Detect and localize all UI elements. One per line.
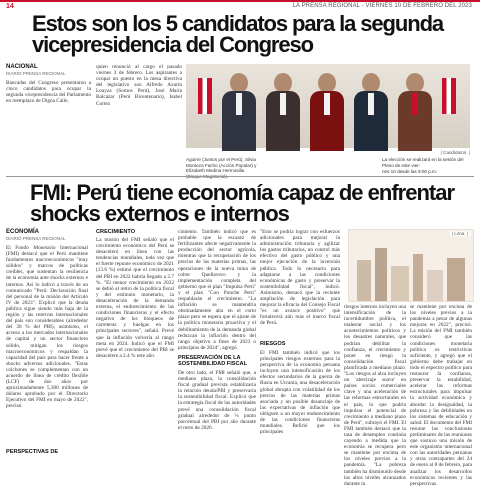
publication-line: LA PRENSA REGIONAL - VIERNES 10 DE FEBRERO DEL 2023: [292, 3, 472, 9]
article2-col1: El Fondo Monetario Internacional (FMI) destacó que el Perú mantiene fundamentos macroeconómicos "muy sólidos" y marcos de políticas creíbles, que sustentan la resiliencia de la economía ante shocks externos e internos. Así lo indicó a través de un comunicado "Perú: Declaración final del personal de la misión del Artículo IV de 2023". Explicó que la deuda pública sigue siendo más baja de la región y las reservas internacionales del país son considerables (alrededor del 30 % del PBI), asimismo, el acceso a los mercados internacionales de capital y un sector financiero sólido, mitigan los riesgos macroeconómicos y respaldan la capacidad del país para hacer frente a shocks adversos adicionales. "Estas colchones se complementan con un acuerdo de línea de crédito flexible (LCF) de dos años por aproximadamente 5,300 millones de dólares aprobado por el Directorio Ejecutivo del FMI en mayo de 2022", precisó.: [6, 245, 88, 410]
subhead-perspectivas: PERSPECTIVAS DE: [6, 449, 59, 455]
section-divider: [6, 176, 474, 177]
chart-credit: | Lima. |: [451, 231, 468, 236]
page-number: 14: [6, 3, 14, 10]
article2-col5: riesgos internos incluyen una intensificación de la incertidumbre política, el malestar social y los acontecimientos políticos y los desastres naturales, que podrían debilitar la confianza, el crecimiento y poner en riesgo la consolidación fiscal planificada a mediano plazo. "Los riesgos al alza incluyen un 'aterrizaje suave' en países socios comerciales clave y una aceleración de las reformas estructurales en el país, lo que podría impulsar el potencial de crecimiento a mediano plazo de Perú", subrayó el FMI. El FMI también destacó que la tasa de desempleo continúa cayendo a medida que la economía se recupera pero se mantiene por encima de los niveles previos a la pandemia. "La pobreza también ha disminuido desde los altos niveles alcanzados durante la: [344, 304, 406, 487]
article2-col4b: El FMI también indicó que los principales riesgos externos para la perspectiva de la economía peruana incluyen una intensificación de los efectos secundarios de la guerra de Rusia en Ucrania, una desaceleración global abrupta con volatilidad de los precios de las materias primas asociada y un posible desanclaje de las expectativas de inflación que obliguen a un mayor endurecimiento de las condiciones financieras mundiales. Refirió que los principales: [260, 350, 340, 436]
headline-congreso: Estos son los 5 candidatos para la segunda vicepresidencia del Congreso: [32, 11, 444, 57]
candidates-photo: [186, 64, 470, 148]
article1-col1: Bancadas del Congreso presentaron a cinco candidatos para ocupar la segunda vicepresidencia del Parlamento en reemplazo de Digna Calle,: [6, 80, 91, 105]
article2-col2: La misión del FMI señaló que el crecimiento económico del Perú se desaceleró en línea con las tendencias mundiales, toda vez que el fuerte repunte económico de 2021 (13.6 %) estimó que el crecimiento del PBI en 2022 habría llegado a 2.7 %. "El menor crecimiento en 2022 se debió al retiro de la política fiscal y del estímulo monetario, la desaceleración de la demanda externa, el endurecimiento de las condiciones financieras y el efecto negativo de los bloqueos de carreteras y huelgas en los principales sectores", señaló. Prevé que la inflación volvería al rango meta en 2024. Indicó que el FMI prevé que el crecimiento del PBI se desacelere a 2.4 % este año.: [96, 237, 174, 359]
section-source: DIARIO PRENSA REGIONAL: [6, 71, 66, 76]
article1-col2: quien renunció al cargo el pasado viernes 3 de febrero. Los aspirantes a ocupar un puesto en la mesa directiva del legislativo son Alfredo Azurín Loayza (Somos Perú), José María Balcázar (Perú Bicentenario), Isabel Cortez: [96, 64, 182, 107]
lima-photo: [348, 229, 474, 302]
photo-credit: | Candidatos. |: [440, 150, 470, 155]
section-nacional: NACIONAL: [6, 64, 38, 70]
caption-col1: Aguirre (Juntos por el Perú), Silvia Monteza Facho (Acción Popular) y Elizabeth Medina Hermosilla: [186, 157, 257, 174]
article2-col6: se mantiene por encima de los niveles previos a la pandemia a pesar de algunas mejoras en 2022", precisó. La misión del FMI también consideró que las condiciones monetaria política es restrictivas suficiente, y agregó que el gobierno debe trabajar en todo el espectro político para restaurar la confianza, preservar la estabilidad, acelerar las reformas estructurales para impulsar la actividad económica y abordar la desigualdad, la pobreza y las debilidades en los sistemas de educación y salud. El documento del FMI resume las conclusiones preliminares de las reuniones que sostuvo una misión de este organismo internacional con las autoridades peruanas y otras contrapartes del 24 de enero al 8 de febrero, para analizar los desarrollos económicos recientes y las perspectivas.: [410, 304, 472, 487]
subhead-crecimiento: CRECIMIENTO: [96, 229, 136, 235]
headline-fmi: FMI: Perú tiene economía capaz de enfrentar shocks externos e internos: [30, 180, 455, 226]
article2-col4: "Esto se podría lograr con esfuerzos adicionales para mejorar la administración tributaria y agilizar los gastos tributarios, un control más efectivo del gasto público y una mejor ejecución de la inversión pública. Todo lo necesario para adaptarse a las condiciones económicas de gasto y preservar la sostenibilidad fiscal", indicó. Asimismo, destacó que la reciente ampliación de legislación para mejorar la eficacia del Consejo Fiscal "es un avance positivo" que fortalecerá aún más el marco fiscal de Perú.: [260, 229, 340, 327]
caption-col3: La elección se realizará en la sesión del Pleno de este vier-: [382, 157, 464, 168]
skyline-illustration: [349, 230, 473, 301]
caption-col4: nes 10 desde las 9:00 p.m.: [382, 169, 438, 174]
subhead-riesgos: RIESGOS: [260, 341, 286, 347]
section-source-2: DIARIO PRENSA REGIONAL: [6, 236, 66, 241]
article2-col3b: De otro lado, el FMI señaló que, a mediano plazo, la consolidación fiscal gradual prevista estabilizaría la relación deuda/PBI y preservaría la sostenibilidad fiscal. Explicó que la estrategia fiscal de las autoridades prevé una consolidación fiscal gradual alrededor de ¼ punto porcentual del PBI por año durante el resto de 2026.: [178, 370, 256, 431]
subhead-sostenibilidad: PRESERVACIÓN DE LA SOSTENIBILIDAD FISCAL: [178, 355, 247, 367]
article2-col3: cimiento. También indicó que es probable que la escasez de fertilizantes afecte negativamente la producción del sector agrícola, mientras que la recuperación de los precios de las materias primas, las operaciones de la nueva mina de cobre Quellaveco y la implementación completa del gobierno que el plan "Impulsa Perú" y el plan "Con Punche Perú" respaldarán el crecimiento. "La inflación se mantendría obstinadamente alta en el corto plazo pero se espera que el ajuste de la política monetaria proactiva y el debilitamiento de la demanda global reduzcan la inflación dentro del rango objetivo a fines de 2023 o principios de 2024", agregó.: [178, 229, 256, 351]
top-rule: [0, 0, 480, 2]
section-economia: ECONOMÍA: [6, 229, 39, 235]
